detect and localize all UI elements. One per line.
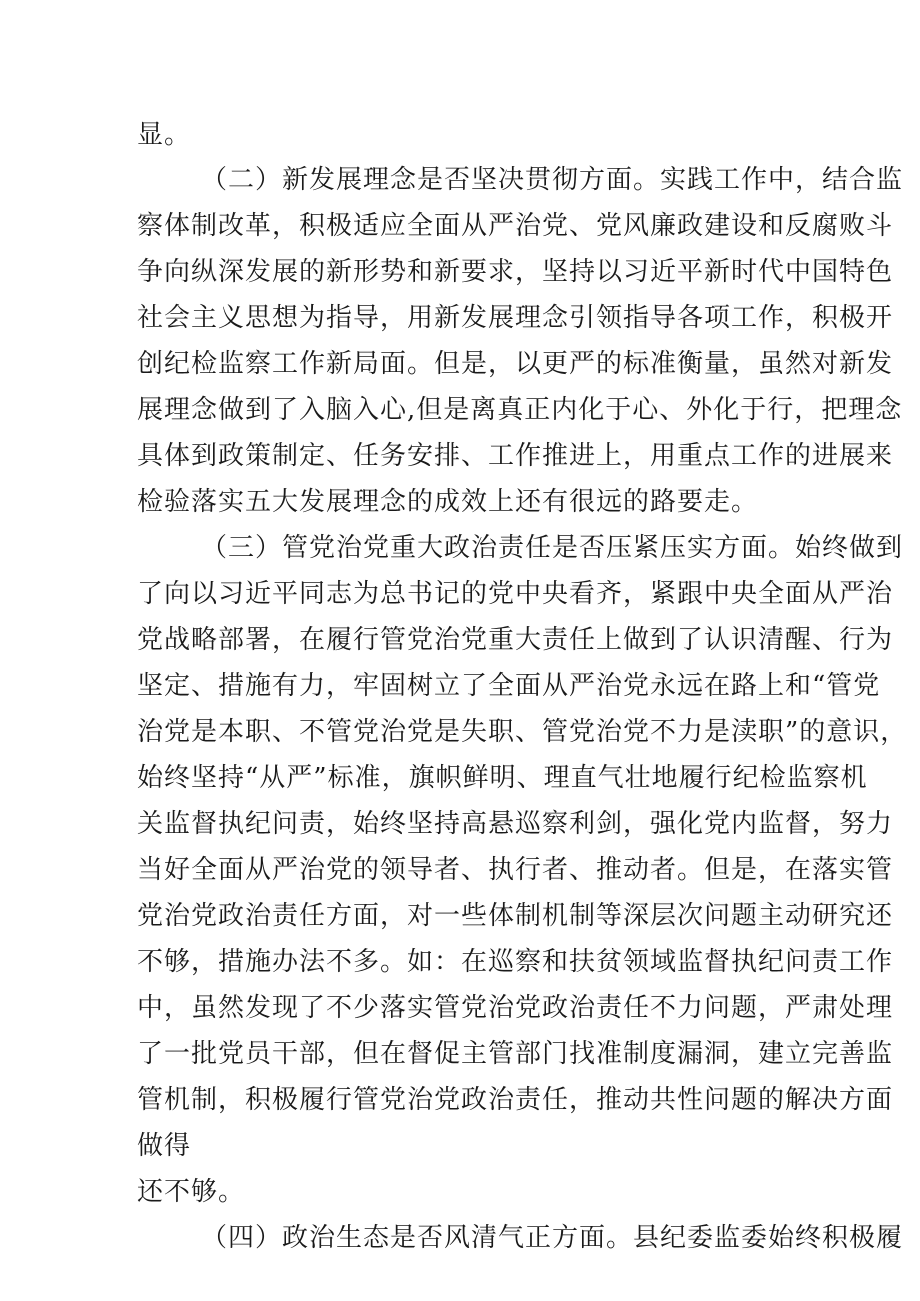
- text-line: 了一批党员干部，但在督促主管部门找准制度漏洞，建立完善监: [137, 1039, 894, 1069]
- text-line: 展理念做到了入脑入心,但是离真正内化于心、外化于行，把理念: [137, 395, 903, 425]
- text-line: 社会主义思想为指导，用新发展理念引领指导各项工作，积极开: [137, 303, 894, 333]
- text-line: 当好全面从严治党的领导者、执行者、推动者。但是，在落实管: [137, 855, 894, 885]
- text-line: 了向以习近平同志为总书记的党中央看齐，紧跟中央全面从严治: [137, 579, 894, 609]
- text-line: 察体制改革，积极适应全面从严治党、党风廉政建设和反腐败斗: [137, 211, 894, 241]
- text-line: 始终坚持“从严”标准，旗帜鲜明、理直气壮地履行纪检监察机: [137, 763, 868, 793]
- text-line: 做得: [137, 1131, 192, 1161]
- text-line: 不够，措施办法不多。如：在巡察和扶贫领域监督执纪问责工作: [137, 947, 894, 977]
- text-line: 管机制，积极履行管党治党政治责任，推动共性问题的解决方面: [137, 1085, 894, 1115]
- text-line: 关监督执纪问责，始终坚持高悬巡察利剑，强化党内监督，努力: [137, 809, 894, 839]
- paragraph-4-heading-line: （四）政治生态是否风清气正方面。县纪委监委始终积极履: [201, 1223, 904, 1253]
- text-line: 具体到政策制定、任务安排、工作推进上，用重点工作的进展来: [137, 441, 894, 471]
- text-line: 显。: [137, 120, 192, 150]
- text-line: 创纪检监察工作新局面。但是，以更严的标准衡量，虽然对新发: [137, 349, 894, 379]
- text-line: 坚定、措施有力，牢固树立了全面从严治党永远在路上和“管党: [137, 671, 881, 701]
- text-line: 争向纵深发展的新形势和新要求，坚持以习近平新时代中国特色: [137, 257, 894, 287]
- text-line: 党战略部署，在履行管党治党重大责任上做到了认识清醒、行为: [137, 625, 894, 655]
- text-line: 党治党政治责任方面，对一些体制机制等深层次问题主动研究还: [137, 901, 894, 931]
- paragraph-3-heading-line: （三）管党治党重大政治责任是否压紧压实方面。始终做到: [201, 533, 904, 563]
- text-line: 检验落实五大发展理念的成效上还有很远的路要走。: [137, 487, 759, 517]
- paragraph-2-heading-line: （二）新发展理念是否坚决贯彻方面。实践工作中，结合监: [201, 165, 904, 195]
- text-line: 中，虽然发现了不少落实管党治党政治责任不力问题，严肃处理: [137, 993, 894, 1023]
- text-line: 还不够。: [137, 1177, 246, 1207]
- text-line: 治党是本职、不管党治党是失职、管党治党不力是渎职”的意识，: [137, 717, 908, 747]
